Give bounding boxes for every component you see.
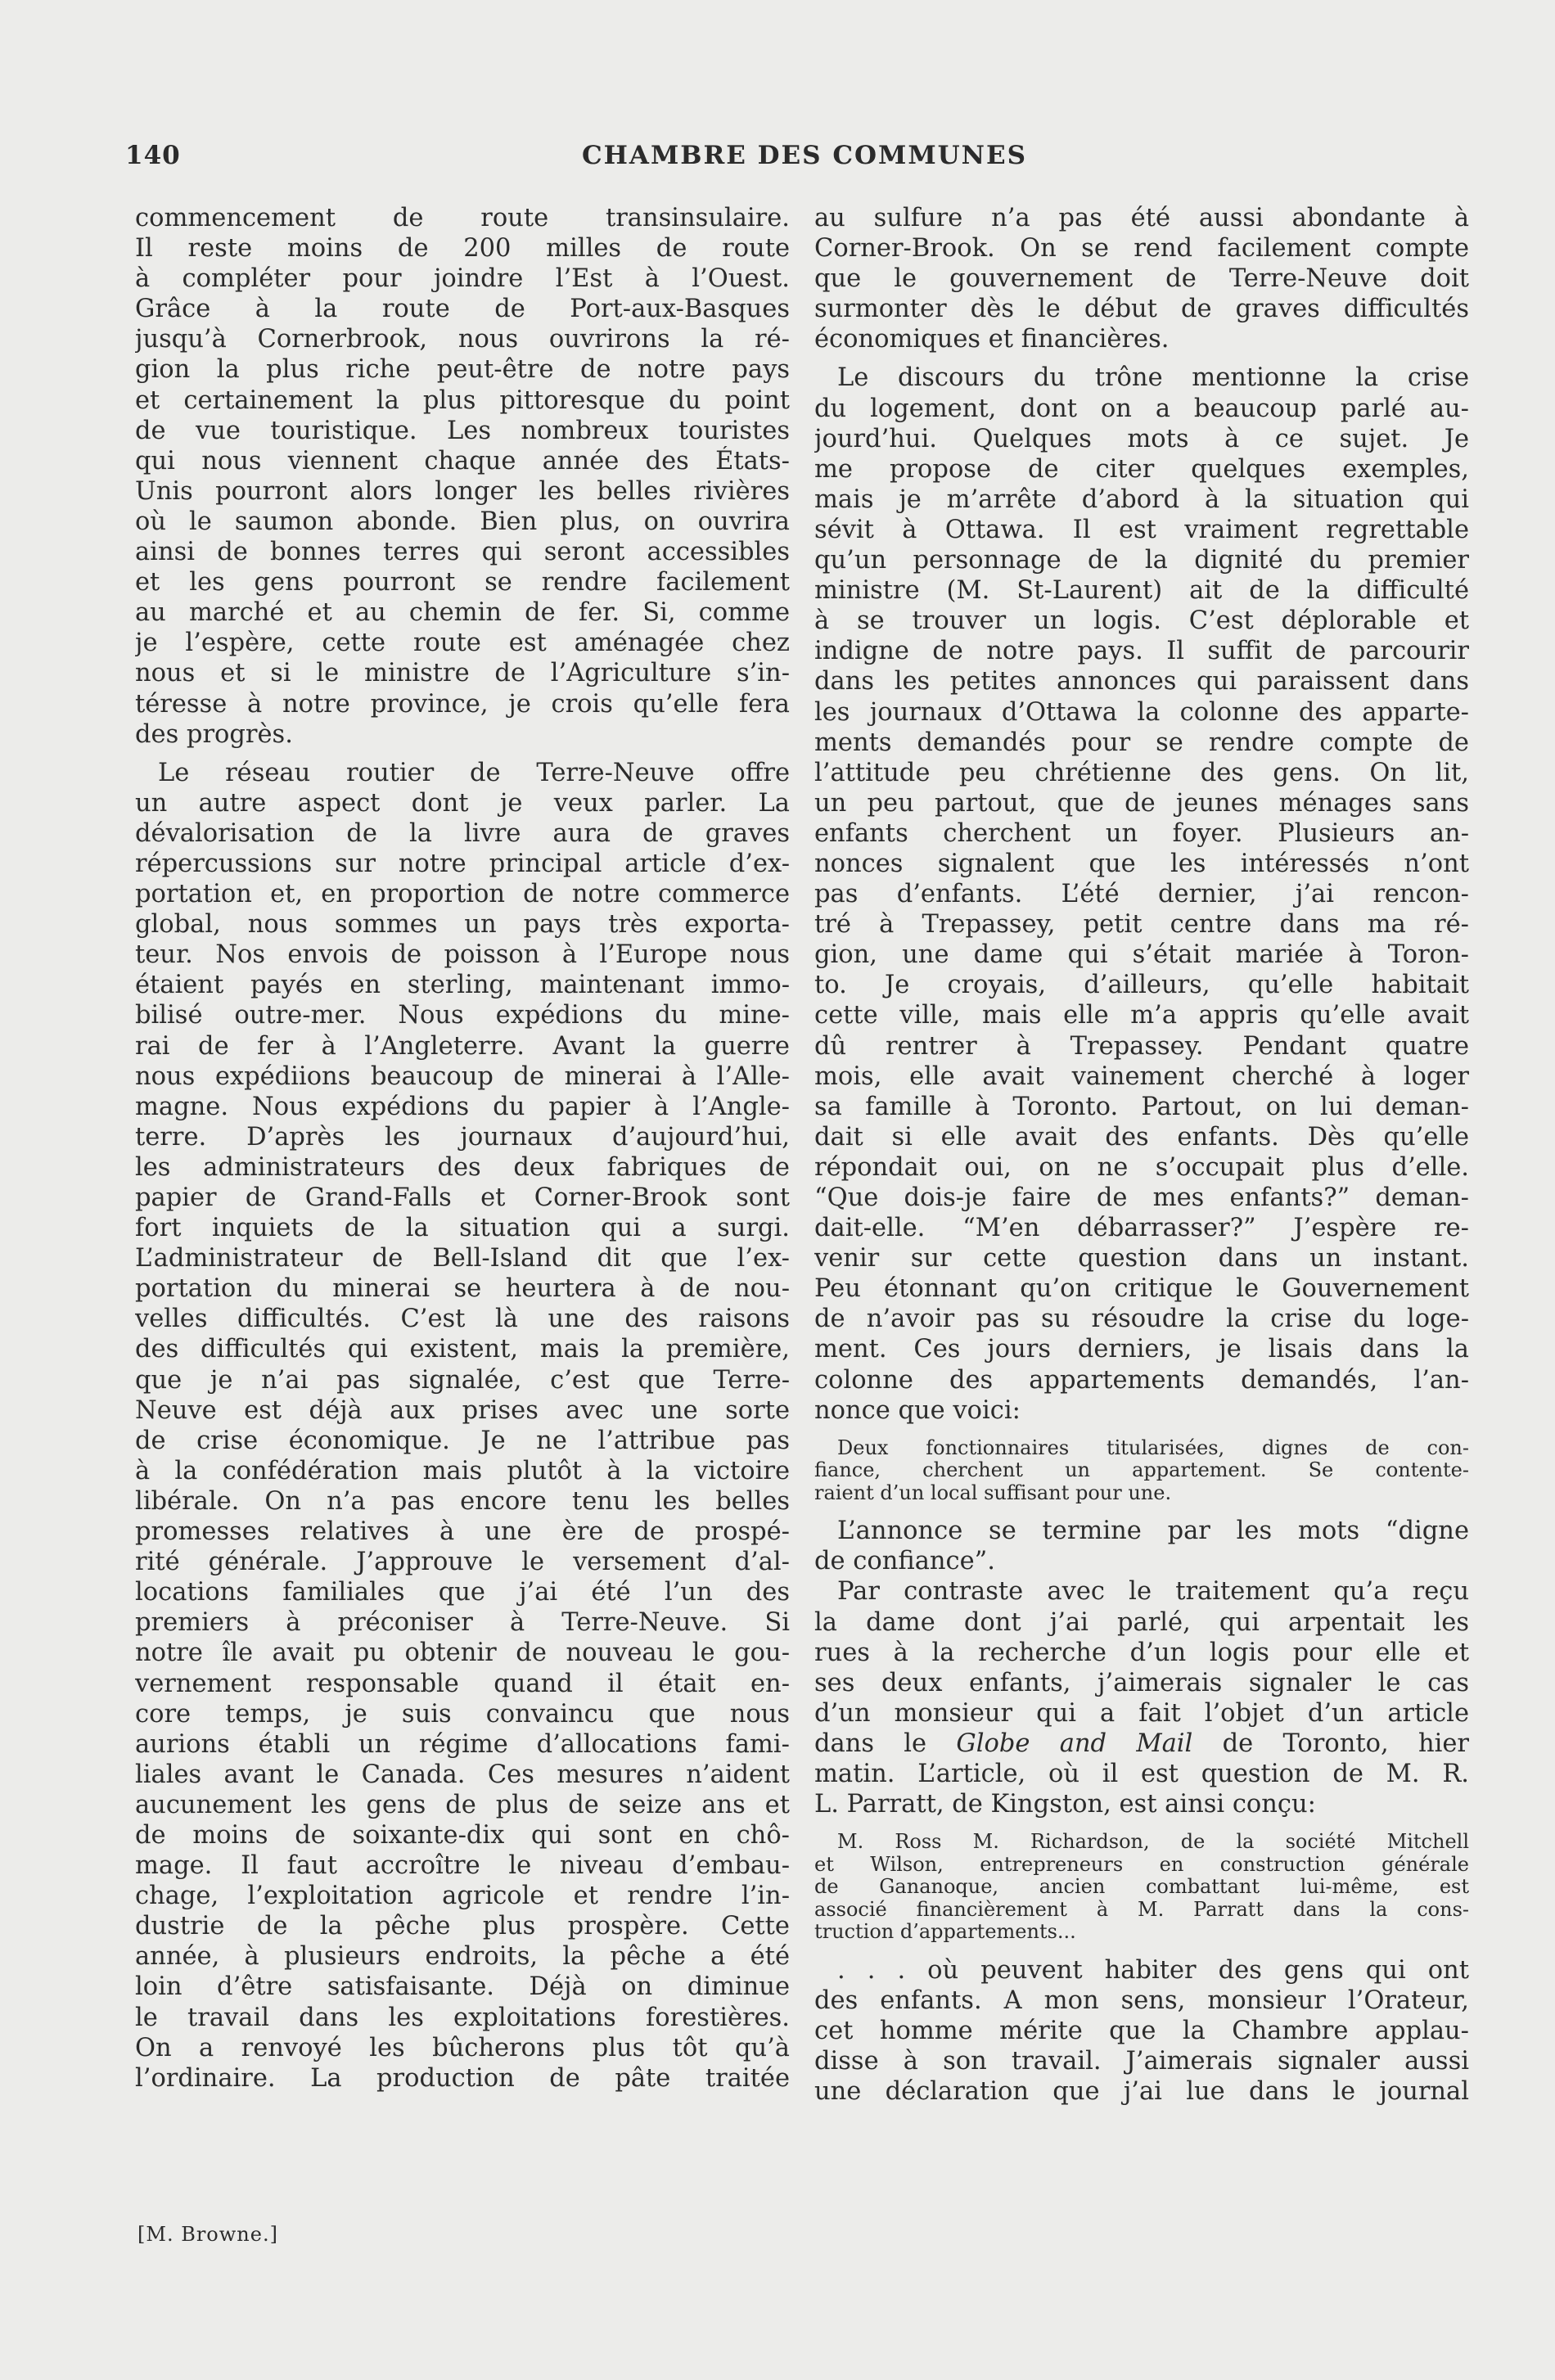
text-line: Il reste moins de 200 milles de route [135, 234, 790, 264]
text-line: teur. Nos envois de poisson à l’Europe nous [135, 940, 790, 970]
text-line: enfants cherchent un foyer. Plusieurs an- [814, 818, 1469, 848]
text-line: aurions établi un régime d’allocations fami- [135, 1729, 790, 1759]
text-line: je l’espère, cette route est aménagée chez [135, 629, 790, 658]
text-line: répercussions sur notre principal article d’ex- [135, 849, 790, 878]
text-line: nonces signalent que les intéressés n’ont [814, 849, 1469, 878]
text-line: Peu étonnant qu’on critique le Gouvernement [814, 1274, 1469, 1304]
text-line: nous expédiions beaucoup de minerai à l’Alle- [135, 1062, 790, 1091]
text-line: disse à son travail. J’aimerais signaler aussi [814, 2046, 1469, 2076]
text-line: l’ordinaire. La production de pâte traitée [135, 2063, 790, 2093]
text-line: raient d’un local suffisant pour une. [814, 1481, 1172, 1504]
text-line: Neuve est déjà aux prises avec une sorte [135, 1395, 790, 1425]
text-line: économiques et financières. [814, 325, 1170, 354]
text-line: tré à Trepassey, petit centre dans ma ré- [814, 910, 1469, 940]
text-line: et certainement la plus pittoresque du point [135, 385, 790, 415]
text-line: Le discours du trône mentionne la crise [837, 363, 1469, 393]
text-line: jourd’hui. Quelques mots à ce sujet. Je [814, 424, 1469, 453]
text-line: gion la plus riche peut-être de notre pays [135, 355, 790, 385]
text-line: les journaux d’Ottawa la colonne des apparte- [814, 697, 1469, 727]
text-line: répondait oui, on ne s’occupait plus d’elle. [814, 1152, 1469, 1182]
text-line: On a renvoyé les bûcherons plus tôt qu’à [135, 2033, 790, 2062]
text-line: qu’un personnage de la dignité du premier [814, 546, 1469, 575]
paragraph-gap [814, 1819, 1469, 1831]
text-line: Grâce à la route de Port-aux-Basques [135, 295, 790, 324]
speaker-footer: [M. Browne.] [137, 2223, 278, 2246]
text-line: dévalorisation de la livre aura de graves [135, 818, 790, 848]
text-line: papier de Grand-Falls et Corner-Brook sont [135, 1183, 790, 1212]
text-line: année, à plusieurs endroits, la pêche a été [135, 1942, 790, 1972]
text-line: sa famille à Toronto. Partout, on lui deman- [814, 1092, 1469, 1121]
text-line: que je n’ai pas signalée, c’est que Terre- [135, 1365, 790, 1395]
text-line: ments demandés pour se rendre compte de [814, 728, 1469, 757]
text-line: magne. Nous expédions du papier à l’Angle- [135, 1092, 790, 1121]
paragraph-gap [814, 354, 1469, 363]
text-line: fort inquiets de la situation qui a surgi. [135, 1214, 790, 1243]
text-line: la dame dont j’ai parlé, qui arpentait les [814, 1607, 1469, 1637]
text-line: mais je m’arrête d’abord à la situation qui [814, 485, 1469, 514]
text-line: notre île avait pu obtenir de nouveau le gou- [135, 1639, 790, 1668]
text-line: mois, elle avait vainement cherché à loger [814, 1062, 1469, 1091]
text-line: ministre (M. St-Laurent) ait de la difficulté [814, 576, 1469, 606]
text-line: gion, une dame qui s’était mariée à Toron- [814, 940, 1469, 970]
text-line: chage, l’exploitation agricole et rendre l’in- [135, 1882, 790, 1911]
text-line: loin d’être satisfaisante. Déjà on diminue [135, 1972, 790, 2002]
text-line: les administrateurs des deux fabriques de [135, 1152, 790, 1182]
text-line: ment. Ces jours derniers, je lisais dans la [814, 1335, 1469, 1364]
paragraph-gap [135, 750, 790, 758]
text-line: pas d’enfants. L’été dernier, j’ai rencon- [814, 880, 1469, 909]
text-line: à la confédération mais plutôt à la victoire [135, 1456, 790, 1485]
text-line: Unis pourront alors longer les belles rivières [135, 476, 790, 506]
text-line: rai de fer à l’Angleterre. Avant la guerre [135, 1031, 790, 1061]
text-line: une déclaration que j’ai lue dans le journal [814, 2077, 1469, 2107]
text-line: dustrie de la pêche plus prospère. Cette [135, 1912, 790, 1941]
text-line: dait si elle avait des enfants. Dès qu’elle [814, 1122, 1469, 1152]
text-line: téresse à notre province, je crois qu’elle fera [135, 689, 790, 719]
text-line: promesses relatives à une ère de prospé- [135, 1517, 790, 1547]
text-line: venir sur cette question dans un instant. [814, 1244, 1469, 1273]
text-line: l’attitude peu chrétienne des gens. On lit, [814, 758, 1469, 787]
page-number: 140 [125, 141, 181, 170]
page-header [125, 141, 1484, 182]
text-line: de n’avoir pas su résoudre la crise du loge- [814, 1305, 1469, 1334]
text-line: portation du minerai se heurtera à de nou- [135, 1274, 790, 1304]
text-line: nonce que voici: [814, 1395, 1021, 1425]
text-line: du logement, dont on a beaucoup parlé au- [814, 394, 1469, 423]
left-column [135, 203, 790, 2094]
text-line: commencement de route transinsulaire. [135, 204, 790, 232]
text-line: to. Je croyais, d’ailleurs, qu’elle habitait [814, 971, 1469, 1000]
text-line: qui nous viennent chaque année des États- [135, 446, 790, 476]
running-title: CHAMBRE DES COMMUNES [581, 141, 1028, 170]
text-line: étaient payés en sterling, maintenant immo- [135, 971, 790, 1000]
text-line: me propose de citer quelques exemples, [814, 454, 1469, 484]
text-line: global, nous sommes un pays très exporta- [135, 910, 790, 940]
text-line: d’un monsieur qui a fait l’objet d’un article [814, 1698, 1469, 1728]
text-line: des difficultés qui existent, mais la première, [135, 1335, 790, 1364]
quoted-advertisement [814, 1437, 1469, 1505]
text-line: mage. Il faut accroître le niveau d’embau- [135, 1851, 790, 1881]
text-line: ainsi de bonnes terres qui seront accessibles [135, 538, 790, 567]
text-line: locations familiales que j’ai été l’un des [135, 1578, 790, 1607]
text-line: au sulfure n’a pas été aussi abondante à [814, 204, 1469, 232]
text-line: rité générale. J’approuve le versement d’al- [135, 1548, 790, 1577]
text-line: “Que dois-je faire de mes enfants?” deman- [814, 1183, 1469, 1212]
text-line: indigne de notre pays. Il suffit de parcourir [814, 637, 1469, 666]
text-line: au marché et au chemin de fer. Si, comme [135, 598, 790, 628]
text-line: le travail dans les exploitations forestières. [135, 2003, 790, 2032]
text-line: de Gananoque, ancien combattant lui-même, est [814, 1876, 1469, 1899]
text-line: libérale. On n’a pas encore tenu les belles [135, 1486, 790, 1516]
text-line: vernement responsable quand il était en- [135, 1669, 790, 1698]
text-line: un autre aspect dont je veux parler. La [135, 788, 790, 818]
paragraph-gap [814, 1504, 1469, 1516]
text-line: portation et, en proportion de notre commerce [135, 880, 790, 909]
text-line: et Wilson, entrepreneurs en construction générale [814, 1853, 1469, 1876]
text-line: associé financièrement à M. Parratt dans la cons- [814, 1898, 1469, 1921]
text-line: Par contraste avec le traitement qu’a reçu [837, 1577, 1469, 1607]
text-segment: dans le [814, 1729, 957, 1758]
text-line: cette ville, mais elle m’a appris qu’elle avait [814, 1001, 1469, 1030]
text-line: M. Ross M. Richardson, de la société Mitchell [837, 1831, 1469, 1854]
text-line: nous et si le ministre de l’Agriculture s’in- [135, 659, 790, 688]
text-line: des enfants. A mon sens, monsieur l’Orateur, [814, 1986, 1469, 2015]
text-line: liales avant le Canada. Ces mesures n’aident [135, 1760, 790, 1789]
paragraph-gap [814, 1944, 1469, 1955]
text-line: de confiance”. [814, 1547, 995, 1576]
text-line: et les gens pourront se rendre facilement [135, 568, 790, 597]
text-line: core temps, je suis convaincu que nous [135, 1699, 790, 1729]
text-line: ses deux enfants, j’aimerais signaler le cas [814, 1668, 1469, 1697]
text-line: L. Parratt, de Kingston, est ainsi conçu: [814, 1790, 1316, 1819]
text-line: aucunement les gens de plus de seize ans et [135, 1790, 790, 1819]
text-line: bilisé outre-mer. Nous expédions du mine- [135, 1001, 790, 1030]
right-column [814, 203, 1469, 2107]
text-line: L’annonce se termine par les mots “digne [837, 1517, 1469, 1546]
text-line: des progrès. [135, 719, 293, 749]
text-line-with-italic [814, 1729, 1469, 1759]
paragraph-gap [814, 1426, 1469, 1437]
text-line: que le gouvernement de Terre-Neuve doit [814, 264, 1469, 294]
text-line: où le saumon abonde. Bien plus, on ouvrira [135, 507, 790, 536]
text-line: jusqu’à Cornerbrook, nous ouvrirons la ré- [135, 325, 790, 354]
text-line: à compléter pour joindre l’Est à l’Ouest. [135, 264, 790, 294]
text-line: dans les petites annonces qui paraissent dans [814, 667, 1469, 696]
text-line: dait-elle. “M’en débarrasser?” J’espère re- [814, 1214, 1469, 1243]
text-line: truction d’appartements... [814, 1921, 1076, 1944]
text-line: colonne des appartements demandés, l’an- [814, 1365, 1469, 1395]
text-line: de moins de soixante-dix qui sont en chô- [135, 1820, 790, 1850]
text-line: L’administrateur de Bell-Island dit que l’ex- [135, 1244, 790, 1273]
text-line: . . . où peuvent habiter des gens qui ont [837, 1955, 1469, 1985]
text-line: de crise économique. Je ne l’attribue pas [135, 1426, 790, 1455]
text-line: de vue touristique. Les nombreux touristes [135, 416, 790, 445]
text-segment: de Toronto, hier [1192, 1729, 1469, 1758]
text-line: terre. D’après les journaux d’aujourd’hui, [135, 1122, 790, 1152]
text-line: Corner-Brook. On se rend facilement compte [814, 234, 1469, 264]
text-line: un peu partout, que de jeunes ménages sans [814, 788, 1469, 818]
text-line: Deux fonctionnaires titularisées, dignes de con- [837, 1436, 1469, 1459]
text-line: surmonter dès le début de graves difficultés [814, 295, 1469, 324]
quoted-article [814, 1831, 1469, 1944]
text-line: à se trouver un logis. C’est déplorable et [814, 606, 1469, 636]
text-line: fiance, cherchent un appartement. Se contente- [814, 1459, 1469, 1482]
newspaper-title: Globe and Mail [956, 1729, 1193, 1758]
text-line: dû rentrer à Trepassey. Pendant quatre [814, 1031, 1469, 1061]
text-line: Le réseau routier de Terre-Neuve offre [158, 758, 790, 787]
text-line: rues à la recherche d’un logis pour elle et [814, 1638, 1469, 1667]
text-line: premiers à préconiser à Terre-Neuve. Si [135, 1608, 790, 1638]
text-line: matin. L’article, où il est question de M. R. [814, 1760, 1469, 1788]
text-line: cet homme mérite que la Chambre applau- [814, 2016, 1469, 2045]
text-line: velles difficultés. C’est là une des raisons [135, 1305, 790, 1334]
text-line: sévit à Ottawa. Il est vraiment regrettable [814, 515, 1469, 544]
